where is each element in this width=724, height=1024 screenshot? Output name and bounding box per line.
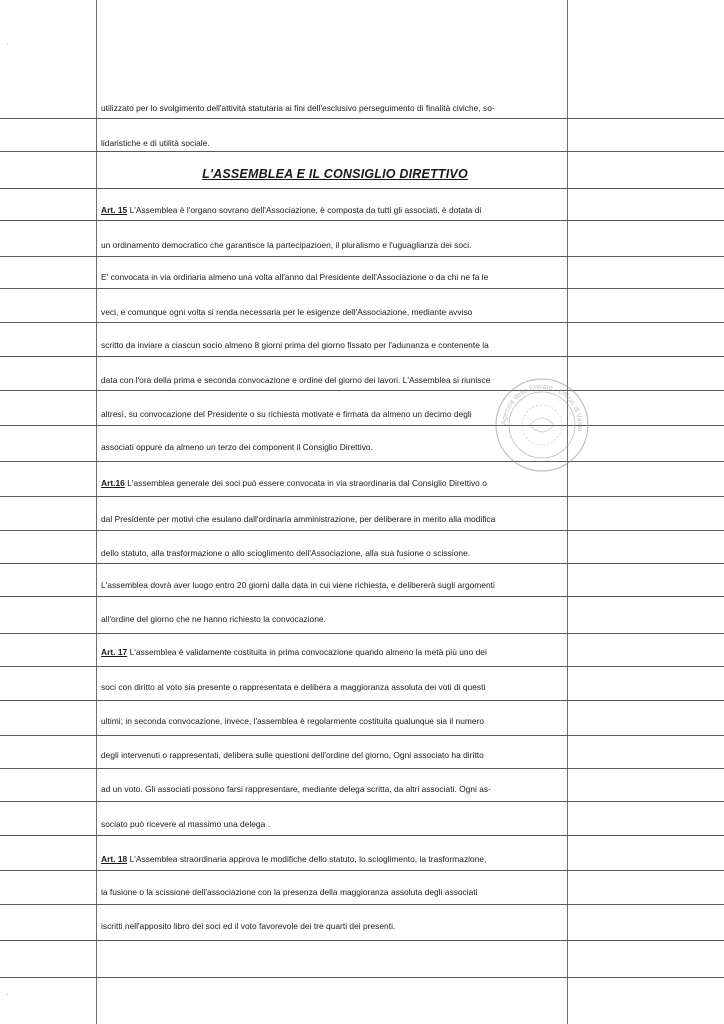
rule-line [0, 700, 724, 701]
text-line [101, 548, 569, 558]
text-line [101, 138, 569, 148]
rule-line [0, 151, 724, 152]
rule-line [0, 563, 724, 564]
rule-line [0, 220, 724, 221]
line-text: soci con diritto al voto sia presente o rappresentata e delibera a maggioranza assoluta dei voti di questi [101, 682, 486, 692]
line-text: ad un voto. Gli associati possono farsi rappresentare, mediante delega scritta, da altri associati. Ogni as- [101, 784, 491, 794]
rule-line [0, 425, 724, 426]
rule-line [0, 870, 724, 871]
line-text: iscritti nell'apposito libro dei soci ed il voto favorevole dei tre quarti dei presenti. [101, 921, 396, 931]
rule-line [0, 735, 724, 736]
text-line [101, 272, 569, 282]
rule-line [0, 940, 724, 941]
rule-line [0, 768, 724, 769]
section-title: L'ASSEMBLEA E IL CONSIGLIO DIRETTIVO [202, 167, 468, 181]
line-text: dal Presidente per motivi che esulano dall'ordinaria amministrazione, per deliberare in merito alla modifica [101, 514, 496, 524]
line-text: associati oppure da almeno un terzo dei component il Consiglio Direttivo. [101, 442, 373, 452]
rule-line [0, 188, 724, 189]
line-text: L'Assemblea è l'organo sovrano dell'Associazione, è composta da tutti gli associati, è dotata di [127, 205, 482, 215]
line-text: sociato può ricevere al massimo una delega . [101, 819, 270, 829]
rule-line [0, 835, 724, 836]
text-line [101, 205, 569, 215]
rule-line [0, 461, 724, 462]
rule-line [0, 288, 724, 289]
text-line [101, 614, 569, 624]
rule-line [0, 390, 724, 391]
line-text: degli intervenuti o rappresentati, delibera sulle questioni dell'ordine del giorno, Ogni associato ha diritto [101, 750, 484, 760]
text-line [101, 750, 569, 760]
stamp-text: Agenzia delle Entrate · Ufficio di Vasto [500, 383, 584, 432]
rule-line [0, 256, 724, 257]
rule-line [0, 666, 724, 667]
edge-mark-top: · [6, 40, 9, 49]
line-text: veci, e comunque ogni volta si renda necessaria per le esigenze dell'Associazione, mediante avviso [101, 307, 473, 317]
line-text: scritto da inviare a ciascun socio almeno 8 giorni prima del giorno fissato per l'adunanza e contenente la [101, 340, 489, 350]
rule-line [0, 904, 724, 905]
line-text: ultimi; in seconda convocazione, invece, l'assemblea è regolarmente costituita qualunque sia il numero [101, 716, 485, 726]
edge-mark-bottom: · [6, 990, 9, 999]
line-text: E' convocata in via ordinaria almeno una volta all'anno dal Presidente dell'Associazione o da chi ne fa le [101, 272, 489, 282]
rule-line [0, 356, 724, 357]
rule-line [0, 496, 724, 497]
text-line [101, 514, 569, 524]
text-line [101, 478, 569, 488]
line-text: L'assemblea dovrà aver luogo entro 20 giorni dalla data in cui viene richiesta, e delibererà sugli argomenti [101, 580, 495, 590]
rule-line [0, 596, 724, 597]
line-text: utilizzato per lo svolgimento dell'attività statutaria ai fini dell'esclusivo perseguimento di finalità civiche, so- [101, 103, 495, 113]
article-label: Art.16 [101, 478, 125, 488]
article-label: Art. 17 [101, 647, 128, 657]
text-line [101, 580, 569, 590]
svg-text:Agenzia delle Entrate · Uffici [501, 384, 583, 432]
text-line [101, 307, 569, 317]
line-text: la fusione o la scissione dell'associazione con la presenza della maggioranza assoluta degli associati [101, 887, 478, 897]
text-line [101, 784, 569, 794]
rule-line [0, 801, 724, 802]
text-line [101, 240, 569, 250]
line-text: un ordinamento democratico che garantisce la partecipazioen, il pluralismo e l'uguaglianza dei soci. [101, 240, 472, 250]
article-label: Art. 18 [101, 854, 128, 864]
rule-line [0, 118, 724, 119]
line-text: L'Assemblea straordinaria approva le modifiche dello statuto, lo scioglimento, la trasformazione, [127, 854, 487, 864]
text-line [101, 887, 569, 897]
text-line [101, 340, 569, 350]
rule-line [0, 977, 724, 978]
line-text: L'assemblea generale dei soci può essere convocata in via straordinaria dal Consiglio Direttivo o [124, 478, 487, 488]
text-line [101, 647, 569, 657]
rule-line [0, 530, 724, 531]
line-text: dello statuto, alla trasformazione o allo scioglimento dell'Associazione, alla sua fusione o scissione. [101, 548, 471, 558]
text-line [101, 819, 569, 829]
official-stamp [492, 375, 592, 475]
line-text: data con l'ora della prima e seconda convocazione e ordine del giorno dei lavori. L'Assemblea si riunisce [101, 375, 491, 385]
text-line [101, 716, 569, 726]
rule-line [0, 633, 724, 634]
text-line [101, 854, 569, 864]
line-text: all'ordine del giorno che ne hanno richiesto la convocazione. [101, 614, 326, 624]
line-text: altresì, su convocazione del Presidente o su richiesta motivate e firmata da almeno un decimo degli [101, 409, 472, 419]
line-text: lidaristiche e di utilità sociale. [101, 138, 210, 148]
article-label: Art. 15 [101, 205, 128, 215]
line-text: L'assemblea è validamente costituita in prima convocazione quando almeno la metà più uno dei [127, 647, 487, 657]
text-line [101, 921, 569, 931]
text-line [101, 682, 569, 692]
text-line [101, 103, 569, 113]
rule-line [0, 322, 724, 323]
